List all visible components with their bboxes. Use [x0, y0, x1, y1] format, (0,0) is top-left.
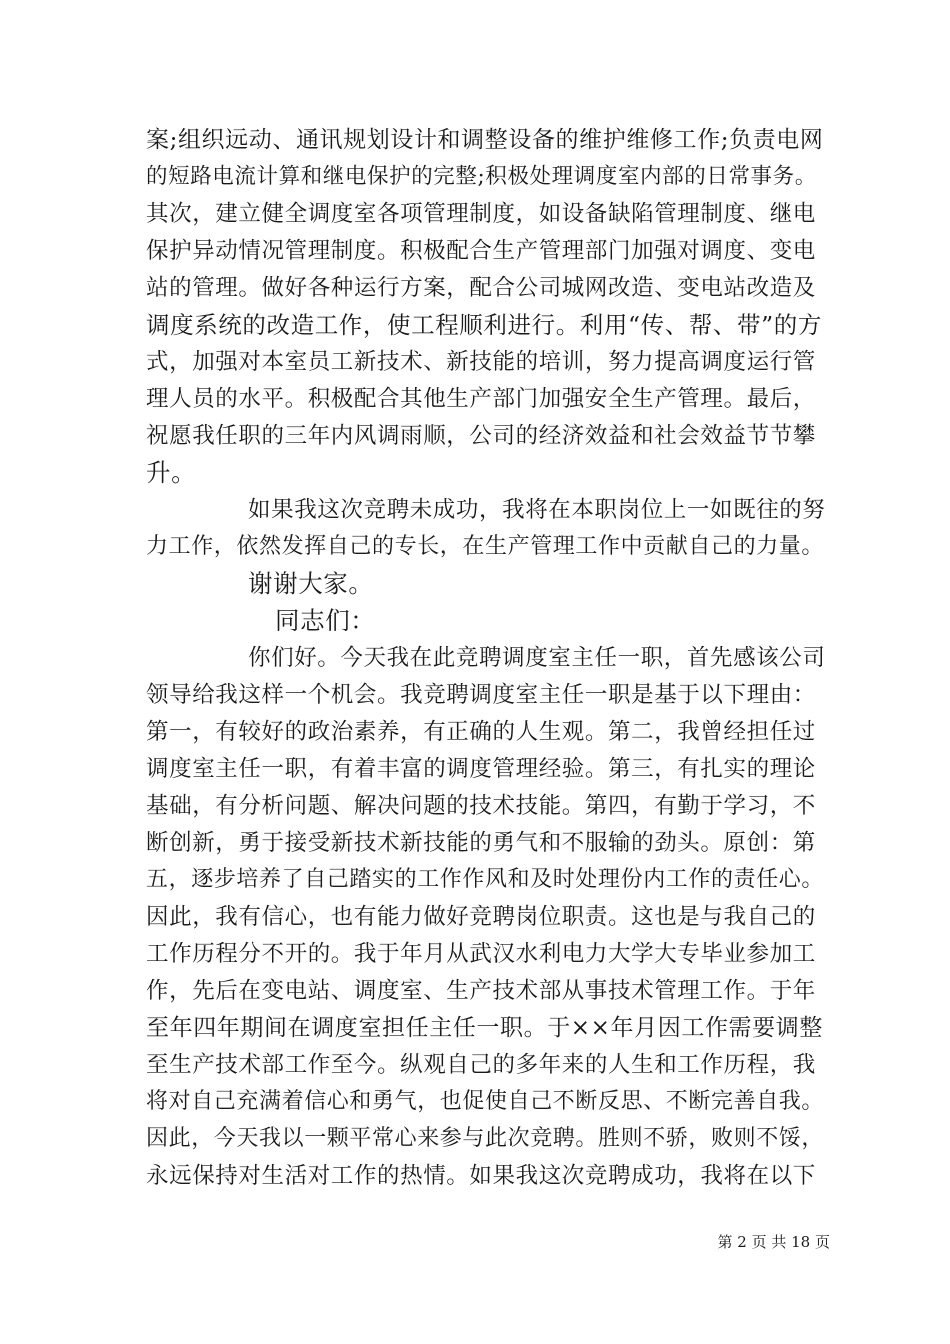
text-line: 的短路电流计算和继电保护的完整;积极处理调度室内部的日常事务。	[146, 164, 817, 189]
text-line: 将对自己充满着信心和勇气，也促使自己不断反思、不断完善自我。	[146, 1089, 825, 1114]
salutation-line: 同志们：	[275, 606, 376, 635]
text-line: 保护异动情况管理制度。积极配合生产管理部门加强对调度、变电	[146, 238, 816, 264]
text-line: 式，加强对本室员工新技术、新技能的培训，努力提高调度运行管	[146, 349, 816, 375]
text-line: 祝愿我任职的三年内风调雨顺，公司的经济效益和社会效益节节攀	[146, 423, 816, 449]
closing-line: 谢谢大家。	[248, 569, 374, 598]
paragraph-start-line: 你们好。今天我在此竞聘调度室主任一职，首先感该公司	[248, 645, 826, 671]
paragraph-start-line: 如果我这次竞聘未成功，我将在本职岗位上一如既往的努	[248, 497, 826, 523]
text-line: 理人员的水平。积极配合其他生产部门加强安全生产管理。最后，	[146, 386, 816, 412]
text-line: 站的管理。做好各种运行方案，配合公司城网改造、变电站改造及	[146, 275, 816, 301]
text-line: 其次，建立健全调度室各项管理制度，如设备缺陷管理制度、继电	[146, 201, 816, 227]
page-number-footer: 第 2 页 共 18 页	[717, 1233, 830, 1251]
text-line: 作，先后在变电站、调度室、生产技术部从事技术管理工作。于年	[146, 978, 816, 1004]
text-line: 因此，我有信心，也有能力做好竞聘岗位职责。这也是与我自己的	[146, 904, 816, 930]
text-line: 工作历程分不开的。我于年月从武汉水利电力大学大专毕业参加工	[146, 941, 816, 967]
text-line: 至生产技术部工作至今。纵观自己的多年来的人生和工作历程，我	[146, 1052, 816, 1078]
text-line: 调度室主任一职，有着丰富的调度管理经验。第三，有扎实的理论	[146, 756, 816, 782]
text-line: 第一，有较好的政治素养，有正确的人生观。第二，我曾经担任过	[146, 719, 816, 745]
text-line: 调度系统的改造工作，使工程顺利进行。利用“传、帮、带”的方	[146, 311, 822, 339]
text-line: 至年四年期间在调度室担任主任一职。于××年月因工作需要调整	[146, 1015, 823, 1041]
text-line: 升。	[146, 458, 197, 487]
text-line: 力工作，依然发挥自己的专长，在生产管理工作中贡献自己的力量。	[146, 534, 825, 559]
text-line: 永远保持对生活对工作的热情。如果我这次竞聘成功，我将在以下	[146, 1163, 816, 1189]
text-line: 案;组织远动、通讯规划设计和调整设备的维护维修工作;负责电网	[146, 127, 824, 153]
text-line: 五，逐步培养了自己踏实的工作作风和及时处理份内工作的责任心。	[146, 867, 825, 892]
text-line: 基础，有分析问题、解决问题的技术技能。第四，有勤于学习，不	[146, 793, 816, 819]
text-line: 领导给我这样一个机会。我竞聘调度室主任一职是基于以下理由：	[146, 682, 816, 708]
text-line: 断创新，勇于接受新技术新技能的勇气和不服输的劲头。原创：第	[146, 830, 816, 856]
text-line: 因此，今天我以一颗平常心来参与此次竞聘。胜则不骄，败则不馁，	[146, 1126, 825, 1151]
